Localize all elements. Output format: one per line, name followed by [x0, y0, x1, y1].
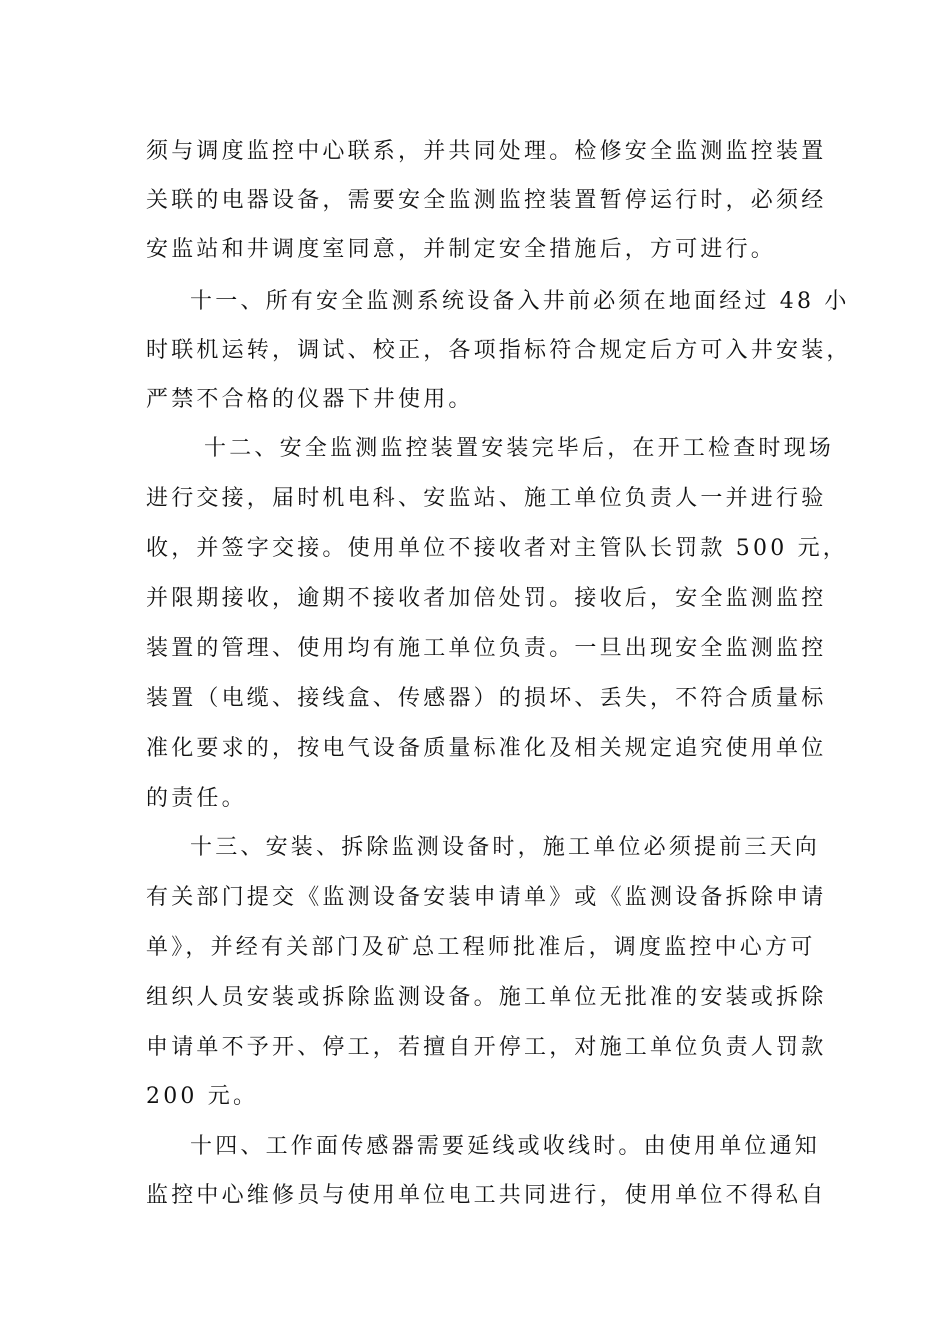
- clause-twelve-line: 十二、安全监测监控装置安装完毕后，在开工检查时现场: [204, 436, 835, 461]
- text-line: 进行交接，届时机电科、安监站、施工单位负责人一并进行验: [146, 486, 827, 511]
- text-line: 申请单不予开、停工，若擅自开停工，对施工单位负责人罚款: [146, 1035, 827, 1060]
- text-line: 装置的管理、使用均有施工单位负责。一旦出现安全监测监控: [146, 636, 827, 661]
- text-line: 有关部门提交《监测设备安装申请单》或《监测设备拆除申请: [146, 885, 827, 910]
- text-line: 准化要求的，按电气设备质量标准化及相关规定追究使用单位: [146, 736, 827, 761]
- text-line: 关联的电器设备，需要安全监测监控装置暂停运行时，必须经: [146, 188, 827, 213]
- text-line: 须与调度监控中心联系，并共同处理。检修安全监测监控装置: [146, 139, 827, 164]
- clause-fourteen-line: 十四、工作面传感器需要延线或收线时。由使用单位通知: [190, 1134, 821, 1159]
- clause-thirteen-line: 十三、安装、拆除监测设备时，施工单位必须提前三天向: [190, 835, 821, 860]
- text-line: 组织人员安装或拆除监测设备。施工单位无批准的安装或拆除: [146, 985, 827, 1010]
- text-line: 单》，并经有关部门及矿总工程师批准后，调度监控中心方可: [146, 935, 816, 960]
- text-line: 监控中心维修员与使用单位电工共同进行，使用单位不得私自: [146, 1183, 827, 1208]
- text-line: 200 元。: [146, 1084, 259, 1109]
- text-line: 严禁不合格的仪器下井使用。: [146, 387, 474, 412]
- text-line: 时联机运转，调试、校正，各项指标符合规定后方可入井安装，: [146, 338, 852, 363]
- text-line: 安监站和井调度室同意，并制定安全措施后，方可进行。: [146, 237, 777, 262]
- text-line: 收，并签字交接。使用单位不接收者对主管队长罚款 500 元，: [146, 536, 848, 561]
- clause-eleven-line: 十一、所有安全监测系统设备入井前必须在地面经过 48 小: [190, 289, 850, 314]
- text-line: 并限期接收，逾期不接收者加倍处罚。接收后，安全监测监控: [146, 586, 827, 611]
- text-line: 的责任。: [146, 786, 247, 811]
- text-line: 装置（电缆、接线盒、传感器）的损坏、丢失，不符合质量标: [146, 686, 827, 711]
